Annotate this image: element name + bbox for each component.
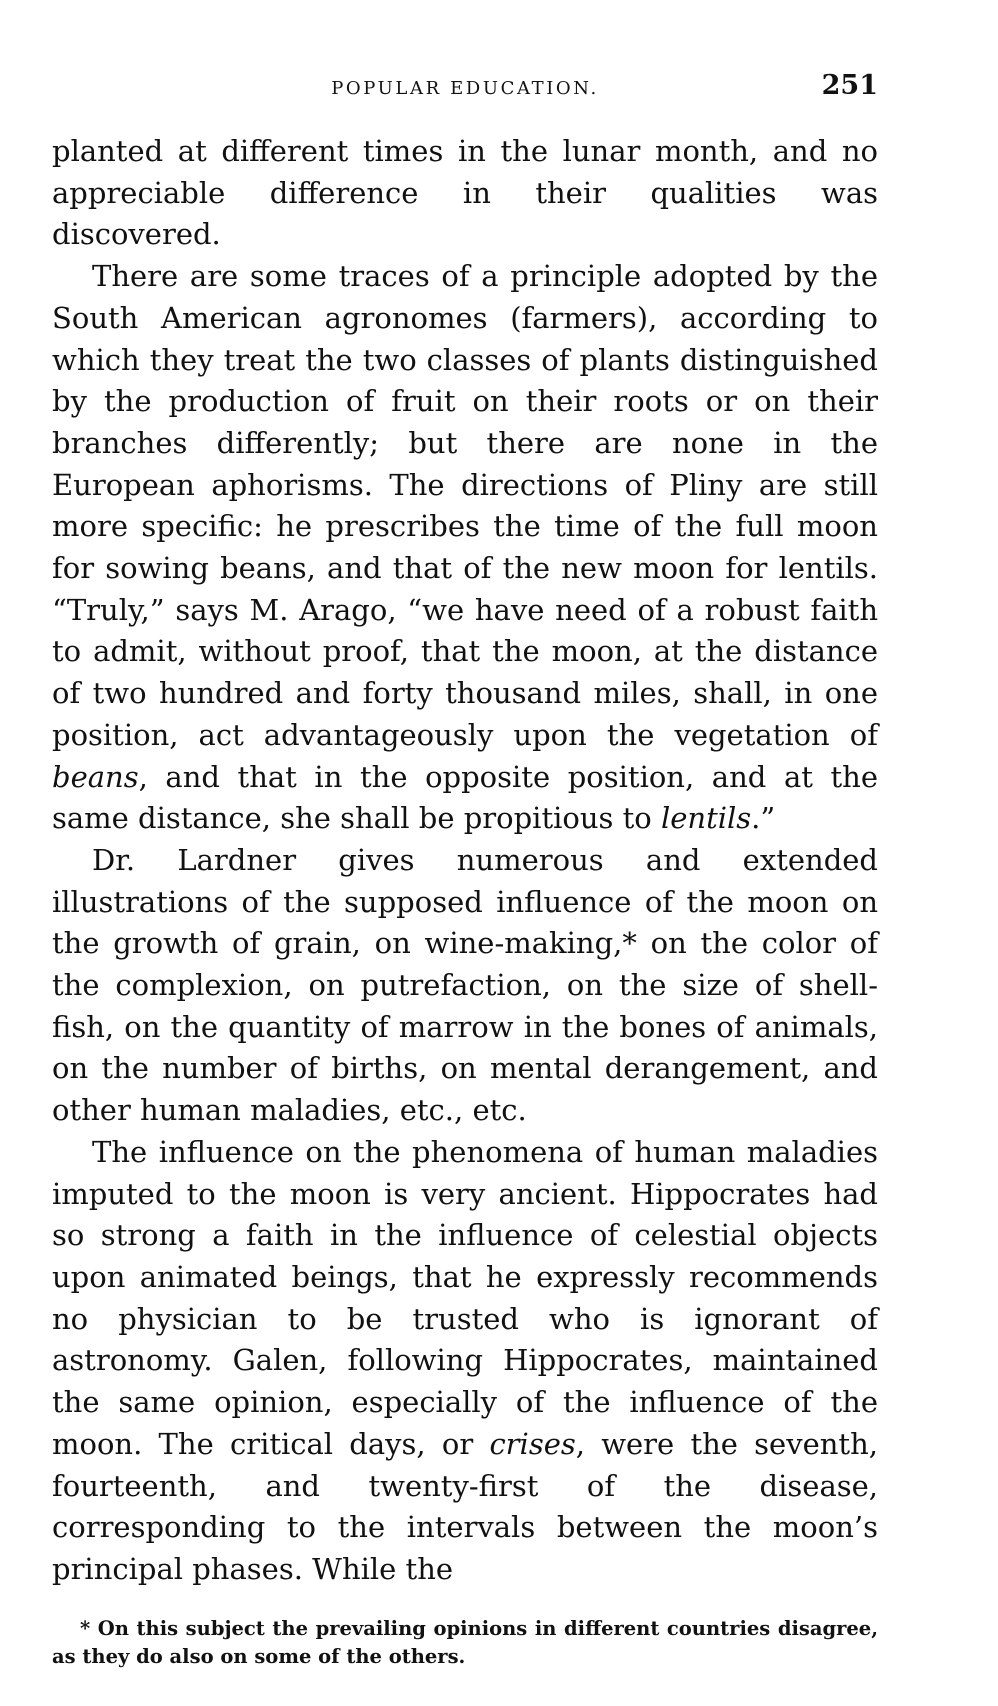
paragraph-3: Dr. Lardner gives numerous and extended illustrations of the supposed influence of the moon on the growth of grain, on wine-making,* on the color of the complexion, on putrefaction, on the size of shell-fish, on the quantity of marrow in the bones of animals, on the number of births, on mental derangement, and other human maladies, etc., etc.: [52, 842, 878, 1128]
paragraph-2-middle: , and that in the opposite position, and at the same distance, she shall be propitious to: [52, 759, 878, 836]
running-head: [52, 70, 878, 116]
italic-beans: beans: [52, 759, 139, 794]
paragraph-4: [52, 1132, 878, 1591]
body-text: [52, 131, 878, 1591]
paragraph-2: [52, 256, 878, 840]
page-number: 251: [821, 70, 878, 101]
book-page: [52, 70, 878, 1671]
paragraph-4-end: , were the seventh, fourteenth, and twenty-first of the disease, corresponding to the intervals between the moon’s principal phases. While the: [52, 1426, 878, 1586]
paragraph-4-text: The influence on the phenomena of human maladies imputed to the moon is very ancient. Hippocrates had so strong a faith in the influence of celestial objects upon animated beings, that he expressly recommends no physician to be trusted who is ignorant of astronomy. Galen, following Hippocrates, maintained the same opinion, especially of the influence of the moon. The critical days, or: [52, 1134, 878, 1461]
italic-lentils: lentils: [660, 801, 752, 836]
paragraph-1: planted at different times in the lunar month, and no appreciable difference in their qualities was discovered.: [52, 134, 878, 252]
running-title: POPULAR EDUCATION.: [331, 78, 599, 99]
paragraph-2-text: There are some traces of a principle adopted by the South American agronomes (farmers), according to which they treat the two classes of plants distinguished by the production of fruit on their roots or on their branches differently; but there are none in the European aphorisms. The directions of Pliny are still more specific: he prescribes the time of the full moon for sowing beans, and that of the new moon for lentils. “Truly,” says M. Arago, “we have need of a robust faith to admit, without proof, that the moon, at the distance of two hundred and forty thousand miles, shall, in one position, act advantageously upon the vegetation of: [52, 259, 878, 752]
italic-crises: crises: [489, 1426, 576, 1461]
footnote: * On this subject the prevailing opinions in different countries disagree, as they do also on some of the others.: [52, 1616, 878, 1668]
paragraph-2-end: .”: [751, 801, 776, 836]
